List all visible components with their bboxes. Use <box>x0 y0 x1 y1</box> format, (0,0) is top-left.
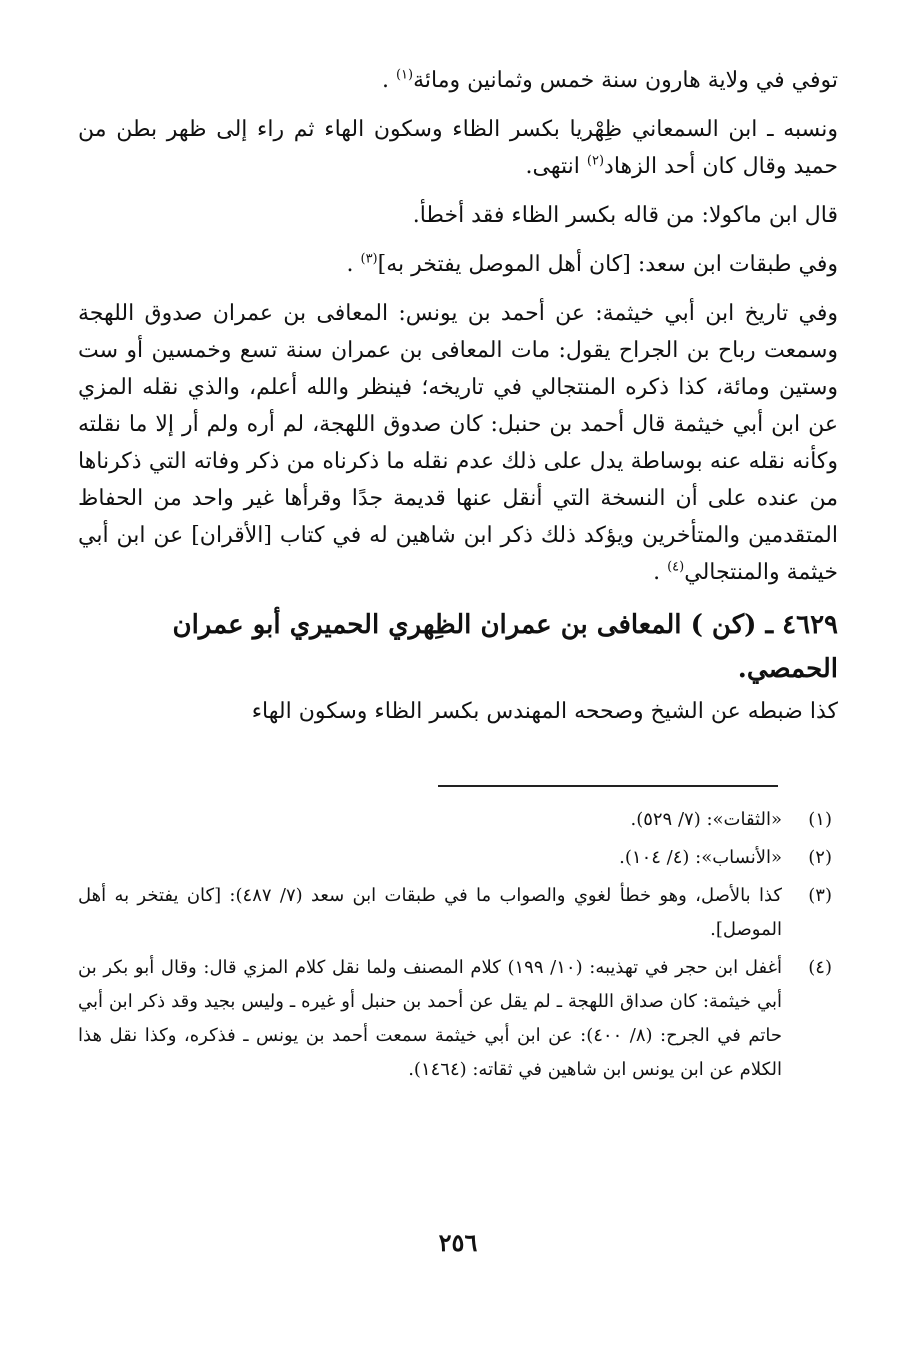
paragraph-ibn-saad <box>78 246 838 283</box>
footnote-3 <box>78 879 832 947</box>
paragraph-text: ونسبه ـ ابن السمعاني ظِهْريا بكسر الظاء وسكون الهاء ثم راء إلى ظهر بطن من حميد وقال كان أحد الزهاد <box>78 117 838 179</box>
footnote-text: كذا بالأصل، وهو خطأ لغوي والصواب ما في طبقات ابن سعد (٧/ ٤٨٧): [كان يفتخر به أهل الموصل]. <box>78 885 782 940</box>
footnote-ref[interactable]: (٤) <box>667 559 685 575</box>
footnote-4 <box>78 951 832 1087</box>
footnote-text: أغفل ابن حجر في تهذيبه: (١٠/ ١٩٩) كلام المصنف ولما نقل كلام المزي قال: وقال أبو بكر بن أبي خيثمة: كان صداق اللهجة ـ لم يقل عن أحمد بن حنبل أو غيره ـ وليس بجيد وقد ذكر ابن أبي حاتم في الجرح: (٨/ ٤٠٠): عن ابن أبي خيثمة سمعت أحمد بن يونس ـ فذكره، وكذا نقل هذا الكلام عن ابن يونس ابن شاهين في ثقاته: (١٤٦٤). <box>78 957 782 1080</box>
paragraph-text: وفي طبقات ابن سعد: [كان أهل الموصل يفتخر به] <box>377 252 838 277</box>
footnote-divider <box>438 785 778 787</box>
footnote-number: (٣) <box>808 885 832 906</box>
paragraph-ibn-makula <box>78 197 838 234</box>
footnote-text: «الأنساب»: (٤/ ١٠٤). <box>619 847 782 868</box>
paragraph-death-note <box>78 62 838 99</box>
entry-body: كذا ضبطه عن الشيخ وصححه المهندس بكسر الظاء وسكون الهاء <box>251 699 838 724</box>
paragraph-ibn-abi-khaythama <box>78 295 838 591</box>
entry-heading-text: ـ (كن ) المعافى بن عمران الظِهري الحميري أبو عمران الحمصي. <box>172 610 838 684</box>
footnote-number: (١) <box>808 809 832 830</box>
paragraph-text: وفي تاريخ ابن أبي خيثمة: عن أحمد بن يونس: المعافى بن عمران صدوق اللهجة وسمعت رباح بن الجراح يقول: مات المعافى بن عمران سنة تسع وخمسين أو ست وستين ومائة، كذا ذكره المنتجالي في تاريخه؛ فينظر والله أعلم، والذي نقله المزي عن ابن أبي خيثمة قال أحمد بن حنبل: كان صدوق اللهجة، لم أره ولم أر إلا ما نقلته وكأنه نقله عنه بوساطة يدل على ذلك عدم نقله ما ذكرناه من ذكر وفاته التي ذكرناها من عنده على أن النسخة التي أنقل عنها قديمة جدًا وقرأها غير واحد من الحفاظ المتقدمين والمتأخرين ويؤكد ذلك ذكر ابن شاهين له في كتاب [الأقران] عن ابن أبي خيثمة والمنتجالي <box>78 301 838 585</box>
footnote-ref[interactable]: (٢) <box>586 153 605 169</box>
footnote-number: (٢) <box>808 847 832 868</box>
paragraph-tail: . <box>346 252 361 277</box>
footnote-1 <box>78 803 832 837</box>
paragraph-text: قال ابن ماكولا: من قاله بكسر الظاء فقد أخطأ. <box>412 203 838 228</box>
page-number: ٢٥٦ <box>438 1228 478 1257</box>
footnote-ref[interactable]: (٣) <box>360 251 378 267</box>
footnote-number: (٤) <box>808 957 832 978</box>
paragraph-tail: . <box>381 68 396 93</box>
entry-number: ٤٦٢٩ <box>782 610 838 640</box>
paragraph-tail: انتهى. <box>525 154 587 179</box>
footnote-ref[interactable]: (١) <box>395 67 414 83</box>
entry-heading <box>78 603 838 691</box>
footnotes-section <box>78 803 832 1091</box>
paragraph-nisba <box>78 111 838 185</box>
paragraph-tail: . <box>653 560 668 585</box>
footnote-2 <box>78 841 832 875</box>
footnote-text: «الثقات»: (٧/ ٥٢٩). <box>630 809 782 830</box>
paragraph-text: توفي في ولاية هارون سنة خمس وثمانين ومائة <box>413 68 838 93</box>
